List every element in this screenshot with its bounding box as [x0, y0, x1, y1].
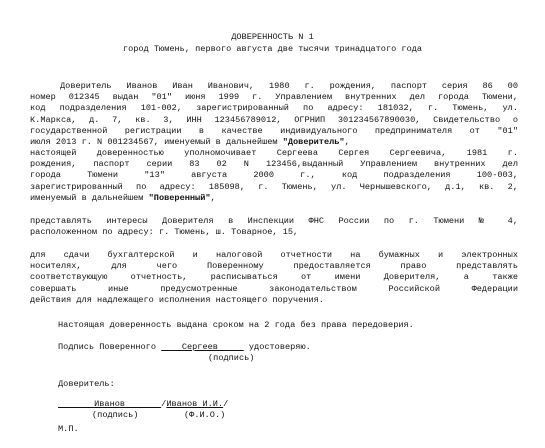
document-title: ДОВЕРЕННОСТЬ N 1: [231, 32, 314, 42]
attorney-signature-caption: (подпись): [208, 353, 255, 363]
attorney-signature-name: Сергеев: [181, 342, 218, 352]
text-line: [30, 193, 216, 203]
text-fragment: ,: [210, 192, 216, 203]
attorney-paragraph: [30, 148, 518, 204]
principal-paragraph: [30, 81, 518, 148]
principal-label: Доверитель:: [58, 379, 115, 389]
validity-term: Настоящая доверенность выдана сроком на 2 года без права передоверия.: [58, 320, 414, 330]
text-line: настоящей доверенностью уполномочивает Сергеева Сергея Сергеевича, 1981 г.: [30, 148, 518, 158]
text-line: К.Маркса, д. 7, кв. 3, ИНН 123456789012, ОГРНИП 301234567890030, Свидетельство о: [30, 114, 518, 125]
text-line: для сдачи бухгалтерской и налоговой отчетности на бумажных и электронных: [30, 250, 518, 260]
text-line: расположенном по адресу: г. Тюмень, ш. Товарное, 15,: [30, 227, 299, 238]
text-line: носителях, для чего Поверенному предоставляется право представлять: [30, 261, 518, 272]
text-line: соответствующую отчетность, расписываться от имени Доверителя, а также: [30, 272, 518, 283]
attorney-signature-line: [58, 342, 311, 353]
principal-fio-caption: (Ф.И.О.): [184, 410, 226, 420]
principal-term: "Доверитель": [282, 137, 345, 148]
text-line: рождения, паспорт серии 83 02 N 123456,выданный Управлением внутренних дел: [30, 159, 518, 170]
principal-signature: [58, 399, 161, 409]
purpose-paragraph: [30, 250, 518, 306]
text-line: представлять интересы Доверителя в Инспекции ФНС России по г. Тюмени № 4,: [30, 216, 518, 226]
representation-paragraph: [30, 216, 518, 238]
principal-fio: Иванов И.И.: [166, 399, 224, 409]
text-fragment: именуемый в дальнейшем: [30, 192, 149, 203]
text-fragment: июля 2013 г. N 001234567, именуемый в дальнейшем: [30, 137, 283, 148]
text-line: зарегистрированный по адресу: 185098, г. Тюмень, ул. Чернышевского, д.1, кв. 2,: [30, 181, 518, 192]
text-line: совершать иные предусмотренные законодательством Российской Федерации: [30, 283, 518, 294]
principal-signature-name: Иванов: [94, 399, 126, 409]
text-fragment: ,: [344, 137, 350, 148]
text-line: государственной регистрации в качестве индивидуального предпринимателя от "01": [30, 125, 518, 136]
document-subtitle: город Тюмень, первого августа две тысячи тринадцатого года: [122, 44, 423, 54]
text-line: код подразделения 101-002, зарегистрированный по адресу: 181032, г. Тюмень, ул.: [30, 103, 518, 114]
attorney-signature-suffix: удостоверяю.: [248, 342, 311, 352]
text-line: города Тюмени "13" августа 2000 г., код подразделения 100-003,: [30, 170, 518, 181]
text-line: номер 012345 выдан "01" июня 1999 г. Управлением внутренних дел города Тюмени,: [30, 92, 518, 103]
principal-signature-caption: (подпись): [92, 410, 139, 420]
text-line: действия для надлежащего исполнения настоящего поручения.: [30, 294, 324, 305]
attorney-signature: [161, 342, 244, 352]
principal-signature-line: Иванов /Иванов И.И./: [58, 399, 228, 410]
text-line: [30, 137, 350, 147]
text-line: Доверитель Иванов Иван Иванович, 1980 г. рождения, паспорт серия 86 00: [60, 81, 518, 91]
stamp-place: М.П.: [58, 424, 79, 434]
attorney-signature-prefix: Подпись Поверенного: [58, 342, 156, 352]
attorney-term: "Поверенный": [148, 192, 211, 203]
